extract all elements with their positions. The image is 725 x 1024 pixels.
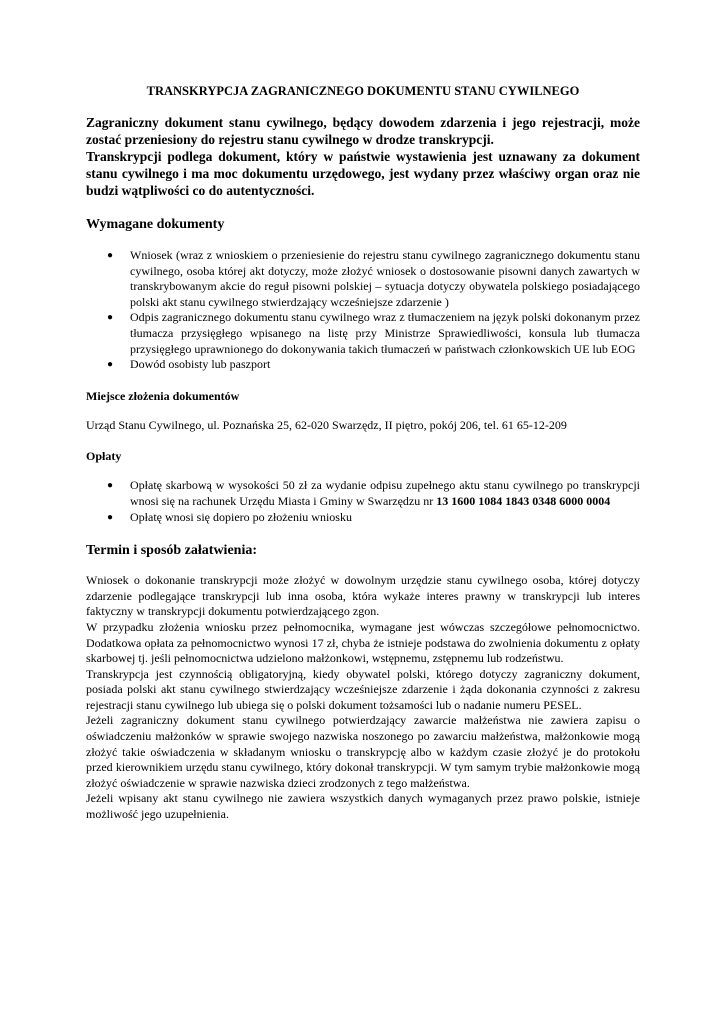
procedure-paragraph: Transkrypcja jest czynnością obligatoryjną, kiedy obywatel polski, którego dotyczy zagraniczny dokument, posiada polski akt stanu cywilnego stwierdzający wcześniejsze zdarzenie i żąda dokonania czynności z zakresu rejestracji stanu cywilnego lub ubiega się o polski dokument tożsamości lub o nadanie numeru PESEL. bbox=[86, 666, 640, 712]
place-text: Urząd Stanu Cywilnego, ul. Poznańska 25, 62-020 Swarzędz, II piętro, pokój 206, tel. 61 65-12-209 bbox=[86, 417, 567, 432]
procedure-heading: Termin i sposób załatwienia: bbox=[86, 543, 257, 559]
intro-section bbox=[86, 114, 640, 199]
procedure-paragraph: W przypadku złożenia wniosku przez pełnomocnika, wymagane jest wówczas szczegółowe pełnomocnictwo. Dodatkowa opłata za pełnomocnictwo wynosi 17 zł, chyba że istnieje podstawa do zwolnienia dokumentu z opłaty skarbowej tj. jeśli pełnomocnictwa udzielono małżonkowi, wstępnemu, zstępnemu lub rodzeństwu. bbox=[86, 619, 640, 666]
required-documents-list bbox=[86, 248, 640, 373]
procedure-section bbox=[86, 573, 640, 823]
document-title: TRANSKRYPCJA ZAGRANICZNEGO DOKUMENTU STANU CYWILNEGO bbox=[146, 84, 580, 98]
procedure-paragraph: Wniosek o dokonanie transkrypcji może złożyć w dowolnym urzędzie stanu cywilnego osoba, której dotyczy zdarzenie podlegające transkrypcji lub inna osoba, która wykaże interes prawny w transkrypcji lub interes faktyczny w transkrypcji dokumentu potwierdzającego zgon. bbox=[86, 573, 640, 619]
document-page bbox=[86, 84, 640, 823]
intro-paragraph: Transkrypcji podlega dokument, który w państwie wystawienia jest uznawany za dokument stanu cywilnego i ma moc dokumentu urzędowego, jest wydany przez właściwy organ oraz nie budzi wątpliwości co do autentyczności. bbox=[86, 149, 640, 198]
bullet-icon: ● bbox=[107, 511, 114, 523]
list-item: ● Opłatę skarbową w wysokości 50 zł za wydanie odpisu zupełnego aktu stanu cywilnego po transkrypcji wnosi się na rachunek Urzędu Miasta i Gminy w Swarzędzu nr 13 1600 1084 1843 0348 6000 0004 bbox=[107, 478, 640, 508]
procedure-paragraph: Jeżeli zagraniczny dokument stanu cywilnego potwierdzający zawarcie małżeństwa nie zawiera zapisu o oświadczeniu małżonków w sprawie swojego nazwiska noszonego po zawarciu małżeństwa, małżonkowie mogą złożyć takie oświadczenia w składanym wniosku o transkrypcję albo w każdym czasie złożyć je do protokołu przed kierownikiem urzędu stanu cywilnego, który dokonał transkrypcji. W tym samym trybie małżonkowie mogą złożyć oświadczenie w sprawie nazwiska dzieci zrodzonych z tego małżeństwa. bbox=[86, 713, 640, 790]
bullet-icon: ● bbox=[107, 480, 114, 492]
bullet-icon: ● bbox=[107, 312, 114, 324]
list-item: ● Dowód osobisty lub paszport bbox=[107, 357, 271, 372]
list-item: ● Wniosek (wraz z wnioskiem o przeniesienie do rejestru stanu cywilnego zagranicznego dokumentu stanu cywilnego, osoba której akt dotyczy, może złożyć wniosek o dostosowanie pisowni danych zawartych w transkrybowanym akcie do reguł pisowni polskiej – sytuacja dotyczy obywatela polskiego posiadającego polski akt stanu cywilnego stwierdzający wcześniejsze zdarzenie ) bbox=[107, 248, 640, 309]
bullet-icon: ● bbox=[107, 250, 114, 261]
fees-list bbox=[86, 478, 640, 525]
bullet-icon: ● bbox=[107, 359, 114, 371]
procedure-paragraph: Jeżeli wpisany akt stanu cywilnego nie zawiera wszystkich danych wymaganych przez prawo polskie, istnieje możliwość jego uzupełnienia. bbox=[86, 791, 640, 822]
intro-paragraph: Zagraniczny dokument stanu cywilnego, będący dowodem zdarzenia i jego rejestracji, może zostać przeniesiony do rejestru stanu cywilnego w drodze transkrypcji. bbox=[86, 115, 640, 147]
fees-heading: Opłaty bbox=[86, 449, 122, 464]
bank-account-number: 13 1600 1084 1843 0348 6000 0004 bbox=[436, 493, 611, 508]
place-heading: Miejsce złożenia dokumentów bbox=[86, 388, 240, 403]
required-documents-heading: Wymagane dokumenty bbox=[86, 217, 225, 232]
list-item: ● Opłatę wnosi się dopiero po złożeniu wniosku bbox=[107, 509, 352, 524]
list-item: ● Odpis zagranicznego dokumentu stanu cywilnego wraz z tłumaczeniem na język polski dokonanym przez tłumacza przysięgłego wpisanego na listę przy Ministrze Sprawiedliwości, konsula lub tłumacza przysięgłego uprawnionego do dokonywania takich tłumaczeń w państwach członkowskich UE lub EOG bbox=[107, 310, 640, 356]
